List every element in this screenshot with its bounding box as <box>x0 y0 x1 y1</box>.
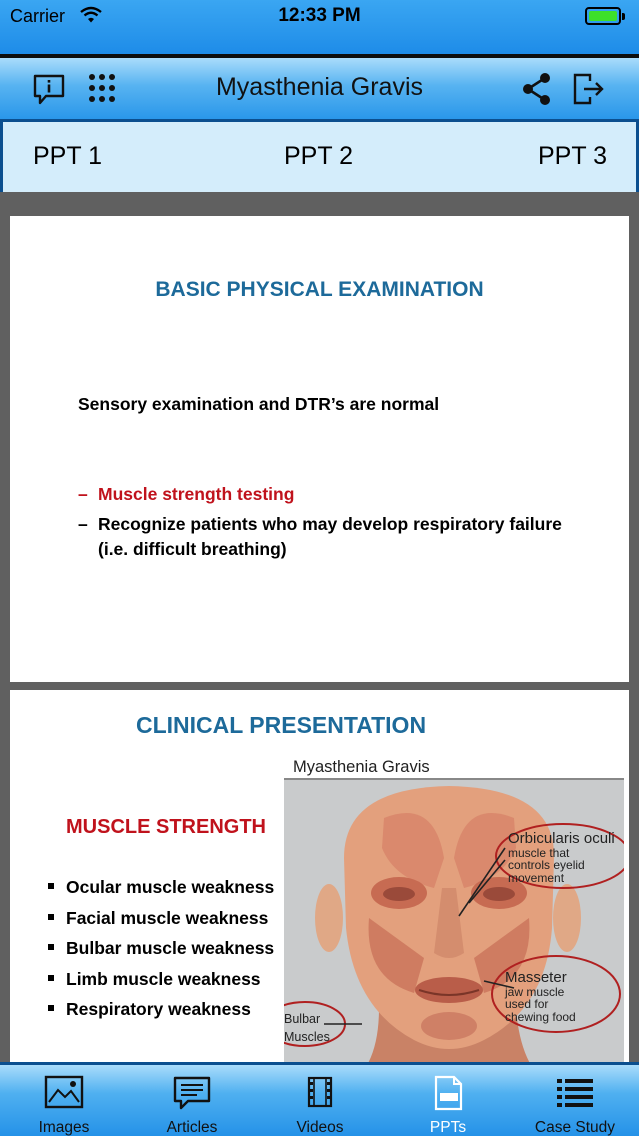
carrier-label: Carrier <box>10 6 66 26</box>
list-icon <box>555 1075 595 1109</box>
slide-text: Sensory examination and DTR’s are normal <box>78 394 440 414</box>
slide-subtitle: MUSCLE STRENGTH <box>66 816 266 838</box>
list-item: Facial muscle weakness <box>48 908 274 939</box>
slides-scroll-area[interactable] <box>0 192 639 1062</box>
list-item: Bulbar muscle weakness <box>48 938 274 969</box>
bullet-text: (i.e. difficult breathing) <box>98 539 287 559</box>
bullet-dash: – <box>78 484 88 504</box>
tab-label: Images <box>38 1119 90 1136</box>
tab-articles[interactable] <box>128 1065 256 1136</box>
list-item: Ocular muscle weakness <box>48 877 274 908</box>
ppt-icon <box>428 1075 468 1111</box>
tab-label: Articles <box>166 1119 218 1136</box>
annotation-text: controls eyelid <box>508 858 585 873</box>
nav-bar <box>0 58 639 122</box>
tab-label: Videos <box>296 1119 344 1136</box>
tab-label: PPTs <box>429 1119 467 1136</box>
annotation-text: movement <box>508 870 565 885</box>
bottom-tab-bar <box>0 1062 639 1136</box>
annotation-title: Orbicularis oculi <box>508 830 615 847</box>
bullet-text: Muscle strength testing <box>98 484 295 504</box>
facial-muscles-figure <box>284 754 624 1062</box>
status-bar <box>0 0 639 54</box>
figure-title: Myasthenia Gravis <box>293 758 430 776</box>
tab-images[interactable] <box>0 1065 128 1136</box>
share-icon[interactable] <box>520 72 554 106</box>
image-icon <box>44 1075 84 1109</box>
bulbar-annotation <box>284 1011 330 1046</box>
list-item: Limb muscle weakness <box>48 969 274 1000</box>
slide-title: CLINICAL PRESENTATION <box>136 712 427 738</box>
symptom-list <box>48 877 274 1030</box>
tab-ppt-3[interactable]: PPT 3 <box>538 142 608 170</box>
orbicularis-annotation <box>508 831 615 885</box>
tab-ppt-1[interactable]: PPT 1 <box>33 142 103 170</box>
exit-icon[interactable] <box>572 72 606 106</box>
battery-icon <box>585 7 621 25</box>
slide-clinical-presentation <box>10 690 629 1062</box>
annotation-text: used for <box>505 997 549 1012</box>
bullet-dash: – <box>78 514 88 534</box>
status-time: 12:33 PM <box>278 5 361 26</box>
slide-title: BASIC PHYSICAL EXAMINATION <box>155 278 484 301</box>
tab-videos[interactable] <box>256 1065 384 1136</box>
slide-basic-physical-examination <box>10 216 629 682</box>
annotation-text: chewing food <box>505 1009 576 1024</box>
tab-case-study[interactable] <box>511 1065 639 1136</box>
annotation-text: muscle that <box>508 845 570 860</box>
bullet-text: Recognize patients who may develop respiratory failure <box>98 514 562 534</box>
annotation-text: Muscles <box>284 1029 330 1044</box>
annotation-title: Masseter <box>505 969 567 986</box>
list-item: Respiratory weakness <box>48 999 274 1030</box>
chat-bubble-icon <box>172 1075 212 1111</box>
page-title: Myasthenia Gravis <box>215 73 424 101</box>
annotation-text: jaw muscle <box>505 984 565 999</box>
tab-ppts[interactable] <box>384 1065 512 1136</box>
masseter-annotation <box>505 970 576 1024</box>
film-icon <box>300 1075 340 1109</box>
ppt-tab-row <box>0 122 639 192</box>
tab-label: Case Study <box>534 1119 616 1136</box>
annotation-text: Bulbar <box>284 1012 321 1026</box>
tab-ppt-2[interactable]: PPT 2 <box>284 142 354 170</box>
